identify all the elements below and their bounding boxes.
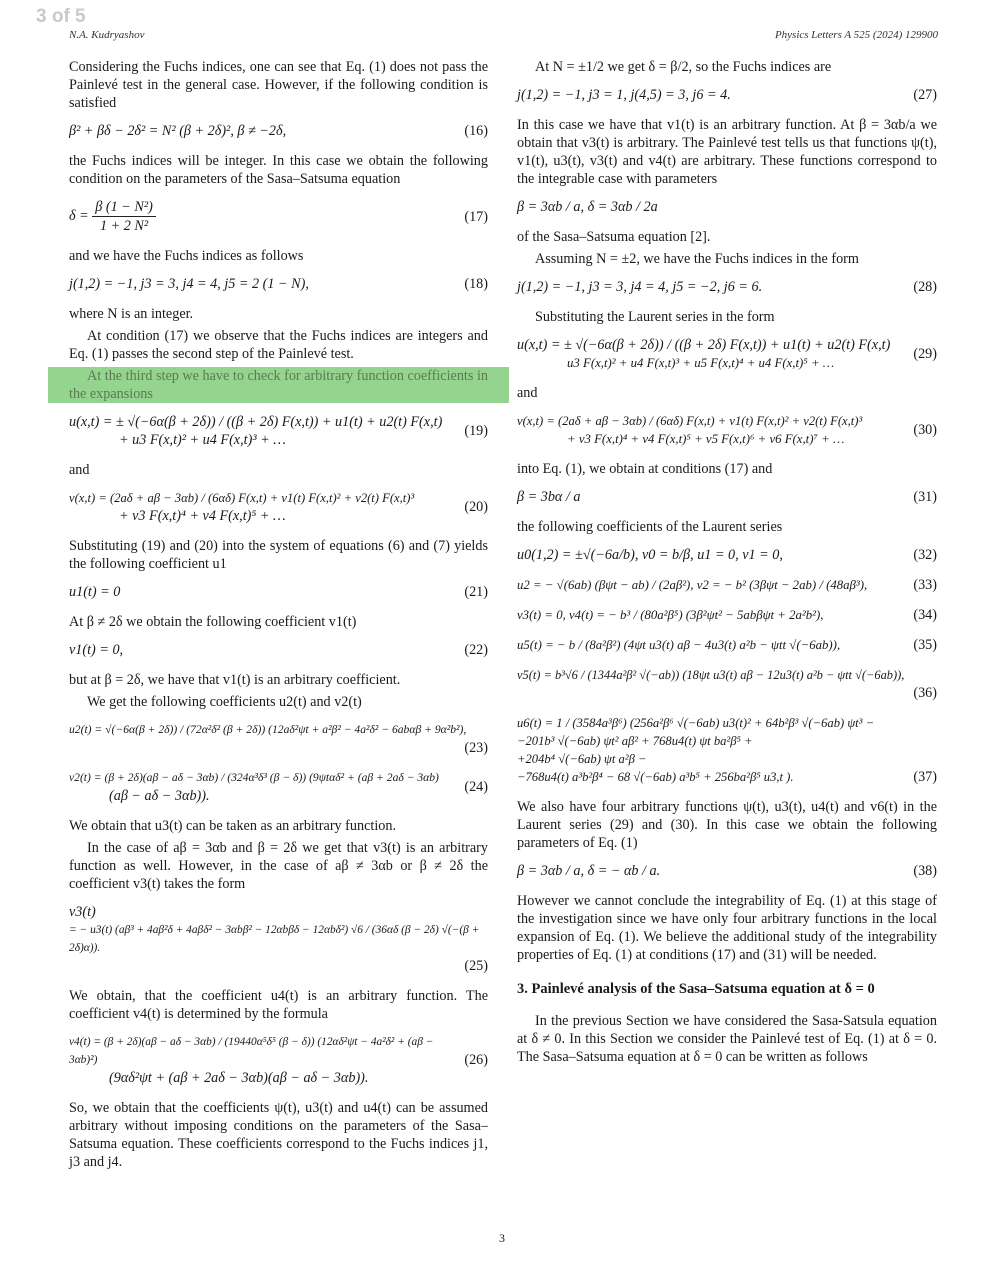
paragraph: We obtain that u3(t) can be taken as an arbitrary function. [69, 818, 397, 834]
paragraph: where N is an integer. [69, 306, 194, 322]
paragraph: of the Sasa–Satsuma equation [2]. [517, 229, 711, 245]
fraction-denominator: 1 + 2 N² [99, 218, 149, 234]
paragraph: At β ≠ 2δ we obtain the following coefficient v1(t) [69, 614, 357, 630]
equation-body: j(1,2) = −1, j3 = 3, j4 = 4, j5 = 2 (1 − N), [69, 276, 309, 292]
equation-body [69, 1033, 449, 1087]
equation-lhs: δ = [69, 207, 89, 224]
equation-line: + v3 F(x,t)⁴ + v4 F(x,t)⁵ + v5 F(x,t)⁶ + v6 F(x,t)⁷ + … [567, 432, 845, 446]
fraction-numerator: β (1 − N²) [92, 198, 156, 217]
page-number: 3 [499, 1231, 505, 1245]
equation-38 [517, 862, 937, 880]
equation-37 [517, 714, 937, 786]
equation-number: (33) [913, 577, 937, 593]
paragraph: We also have four arbitrary functions ψ(t), u3(t), u4(t) and v6(t) in the Laurent series (29) and (30). In this case we obtain the following parameters of Eq. (1) [517, 799, 937, 851]
paragraph: At N = ±1/2 we get δ = β/2, so the Fuchs indices are [535, 59, 832, 75]
equation-26 [69, 1033, 488, 1087]
equation-line: v3(t) [69, 904, 96, 920]
paragraph: and we have the Fuchs indices as follows [69, 248, 304, 264]
equation-body: u2(t) = √(−6α(β + 2δ)) / (72α²δ² (β + 2δ)) (12aδ²ψt + a²β² − 4a²δ² − 6abαβ + 9α²b²), [69, 723, 467, 736]
equation-31 [517, 488, 937, 506]
paragraph: Substituting the Laurent series in the form [535, 309, 775, 325]
equation-line: v4(t) = (β + 2δ)(aβ − aδ − 3αb) / (19440α⁵δ⁵ (β − δ)) (12αδ²ψt − 4a²δ² + (aβ − 3αb)²) [69, 1036, 434, 1066]
equation-line: −201b³ √(−6ab) ψt² aβ² + 768u4(t) ψt ba²β⁵ + [517, 734, 753, 748]
equation-number: (30) [913, 422, 937, 438]
section-heading: 3. Painlevé analysis of the Sasa–Satsuma equation at δ = 0 [517, 981, 875, 997]
equation-number: (16) [464, 123, 488, 139]
equation-number: (32) [913, 547, 937, 563]
equation-line: +204b⁴ √(−6ab) ψt a²β − [517, 752, 647, 766]
running-header-author: N.A. Kudryashov [69, 29, 145, 41]
equation-34 [517, 606, 937, 624]
equation-24 [69, 769, 488, 805]
equation-27 [517, 86, 937, 104]
equation-number: (24) [464, 779, 488, 795]
equation-line: = − u3(t) (aβ³ + 4aβ²δ + 4aβδ² − 3αbβ² − 12αbβδ − 12αbδ²) √6 / (36αδ (β − 2δ) √(−(β + 2δ)α)). [69, 924, 480, 954]
paragraph: Considering the Fuchs indices, one can see that Eq. (1) does not pass the Painlevé test in the general case. However, if the following condition is satisfied [69, 59, 488, 111]
equation-line: (9αδ²ψt + (aβ + 2aδ − 3αb)(aβ − aδ − 3αb)). [109, 1070, 369, 1086]
paragraph: In the previous Section we have considered the Sasa-Satsula equation at δ ≠ 0. In this Section we consider the Painlevé test of Eq. (1) at δ = 0. The Sasa–Satsuma equation at δ = 0 can be written as follows [517, 1013, 937, 1065]
paragraph: but at β = 2δ, we have that v1(t) is an arbitrary coefficient. [69, 672, 401, 688]
equation-number: (17) [464, 208, 488, 225]
equation-body: v1(t) = 0, [69, 642, 124, 658]
equation-line: + v3 F(x,t)⁴ + v4 F(x,t)⁵ + … [119, 508, 286, 524]
equation-line: u6(t) = 1 / (3584a³β⁶) (256a²β⁶ √(−6ab) u3(t)² + 64b²β³ √(−6ab) ψt³ − [517, 716, 875, 730]
equation-body: β = 3bα / a [517, 489, 581, 505]
equation-line: v(x,t) = (2aδ + aβ − 3αb) / (6αδ) F(x,t) + v1(t) F(x,t)² + v2(t) F(x,t)³ [69, 491, 415, 505]
equation-23 [69, 721, 488, 757]
equation-number: (27) [913, 87, 937, 103]
paragraph: In this case we have that v1(t) is an arbitrary function. At β = 3αb/a we obtain that v3(t) is arbitrary. The Painlevé test tells us that functions ψ(t), v1(t), u3(t), v3(t) and v4(t) are arbitrary. These functions correspond to the integrable case with parameters [517, 117, 937, 187]
equation-line: v2(t) = (β + 2δ)(aβ − aδ − 3αb) / (324α³δ³ (β − δ)) (9ψtαδ² + (aβ + 2aδ − 3αb) [69, 771, 439, 784]
equation-line: u(x,t) = ± √(−6α(β + 2δ)) / ((β + 2δ) F(x,t)) + u1(t) + u2(t) F(x,t) [517, 337, 891, 353]
paragraph: the following coefficients of the Laurent series [517, 519, 783, 535]
paragraph: However we cannot conclude the integrability of Eq. (1) at this stage of the investigation since we have only four arbitrary functions in the local expansion of Eq. (1). We believe the additional study of the integrability properties of Eq. (1) at conditions (17) and (31) will be needed. [517, 893, 937, 963]
paragraph: and [69, 462, 90, 478]
equation-number: (18) [464, 276, 488, 292]
page-counter: 3 of 5 [36, 6, 86, 27]
equation-body [69, 903, 488, 957]
equation-number: (28) [913, 279, 937, 295]
paragraph: and [517, 385, 538, 401]
equation-number: (31) [913, 489, 937, 505]
paragraph: We obtain, that the coefficient u4(t) is an arbitrary function. The coefficient v4(t) is determined by the formula [69, 988, 488, 1022]
equation-body [517, 412, 862, 448]
equation-number: (35) [913, 637, 937, 653]
paragraph: Assuming N = ±2, we have the Fuchs indices in the form [535, 251, 859, 267]
equation-line: −768u4(t) a³b²β⁴ − 68 √(−6ab) a³b⁵ + 256ba²β⁵ u3,t ). [517, 770, 794, 784]
equation-body: β² + βδ − 2δ² = N² (β + 2δ)², β ≠ −2δ, [69, 123, 287, 139]
equation-number: (38) [913, 863, 937, 879]
equation-body: u5(t) = − b / (8a²β²) (4ψt u3(t) aβ − 4u3(t) a²b − ψtt √(−6ab)), [517, 638, 841, 652]
equation-body: β = 3αb / a, δ = − αb / a. [517, 863, 661, 879]
equation-line: u3 F(x,t)² + u4 F(x,t)³ + u5 F(x,t)⁴ + u4 F(x,t)⁵ + … [567, 356, 835, 370]
equation-body [69, 769, 439, 805]
equation-21 [69, 583, 488, 601]
left-column [69, 58, 488, 1175]
fraction [92, 198, 156, 235]
equation-body: u0(1,2) = ±√(−6a/b), v0 = b/β, u1 = 0, v1 = 0, [517, 547, 783, 563]
equation-25 [69, 903, 488, 975]
equation-body: β = 3αb / a, δ = 3αb / 2a [517, 199, 658, 215]
equation-28 [517, 278, 937, 296]
equation-number: (21) [464, 584, 488, 600]
equation-number: (25) [464, 958, 488, 974]
paragraph: We get the following coefficients u2(t) and v2(t) [87, 694, 362, 710]
equation-32 [517, 546, 937, 564]
equation-body: v5(t) = b³√6 / (1344a²β² √(−ab)) (18ψt u3(t) aβ − 12u3(t) a²b − ψtt √(−6ab)), [517, 668, 905, 682]
equation-line: (aβ − aδ − 3αb)). [109, 788, 210, 804]
paragraph: In the case of aβ = 3αb and β = 2δ we get that v3(t) is an arbitrary function as well. However, in the case of aβ ≠ 3αb or β ≠ 2δ the coefficient v3(t) takes the form [69, 840, 488, 892]
equation-body [517, 336, 890, 372]
highlighted-paragraph: At the third step we have to check for arbitrary function coefficients in the expansions [48, 367, 509, 403]
equation-19 [69, 413, 488, 449]
equation-body: j(1,2) = −1, j3 = 3, j4 = 4, j5 = −2, j6 = 6. [517, 279, 763, 295]
equation-body: j(1,2) = −1, j3 = 1, j(4,5) = 3, j6 = 4. [517, 87, 731, 103]
equation-35 [517, 636, 937, 654]
equation-18 [69, 275, 488, 293]
running-header-journal: Physics Letters A 525 (2024) 129900 [774, 29, 938, 41]
equation-36 [517, 666, 937, 702]
equation-number: (20) [464, 499, 488, 515]
equation-number: (37) [913, 769, 937, 785]
equation-number: (19) [464, 423, 488, 439]
equation-20 [69, 489, 488, 525]
equation-number: (23) [464, 740, 488, 756]
equation-line: u(x,t) = ± √(−6α(β + 2δ)) / ((β + 2δ) F(x,t)) + u1(t) + u2(t) F(x,t) [69, 414, 443, 430]
equation-16 [69, 122, 488, 140]
equation-body [69, 198, 156, 235]
equation-body [69, 413, 442, 449]
equation-body: u2 = − √(6ab) (βψt − ab) / (2aβ²), v2 = − b² (3βψt − 2ab) / (48aβ³), [517, 578, 868, 592]
right-column [517, 58, 937, 1070]
equation-body: v3(t) = 0, v4(t) = − b³ / (80a²β⁵) (3β²ψt² − 5abβψt + 2a²b²), [517, 608, 824, 622]
paragraph: the Fuchs indices will be integer. In this case we obtain the following condition on the parameters of the Sasa–Satsuma equation [69, 153, 488, 187]
paragraph: At condition (17) we observe that the Fuchs indices are integers and Eq. (1) passes the second step of the Painlevé test. [69, 328, 488, 362]
equation-number: (34) [913, 607, 937, 623]
equation-parameters [517, 198, 937, 216]
equation-number: (22) [464, 642, 488, 658]
paragraph: So, we obtain that the coefficients ψ(t), u3(t) and u4(t) can be assumed arbitrary without imposing conditions on the parameters of the Sasa–Satsuma equation. These coefficients correspond to the Fuchs indices j1, j3 and j4. [69, 1100, 488, 1170]
equation-number: (29) [913, 346, 937, 362]
equation-body: u1(t) = 0 [69, 584, 121, 600]
equation-number: (26) [464, 1052, 488, 1068]
equation-29 [517, 336, 937, 372]
equation-17 [69, 198, 488, 235]
equation-line: + u3 F(x,t)² + u4 F(x,t)³ + … [119, 432, 286, 448]
equation-number: (36) [913, 685, 937, 701]
paragraph: into Eq. (1), we obtain at conditions (17) and [517, 461, 773, 477]
equation-22 [69, 641, 488, 659]
equation-30 [517, 412, 937, 448]
equation-body [69, 489, 414, 525]
equation-line: v(x,t) = (2aδ + aβ − 3αb) / (6αδ) F(x,t) + v1(t) F(x,t)² + v2(t) F(x,t)³ [517, 414, 863, 428]
equation-33 [517, 576, 937, 594]
equation-body [517, 714, 907, 786]
paragraph: Substituting (19) and (20) into the system of equations (6) and (7) yields the following coefficient u1 [69, 538, 488, 572]
